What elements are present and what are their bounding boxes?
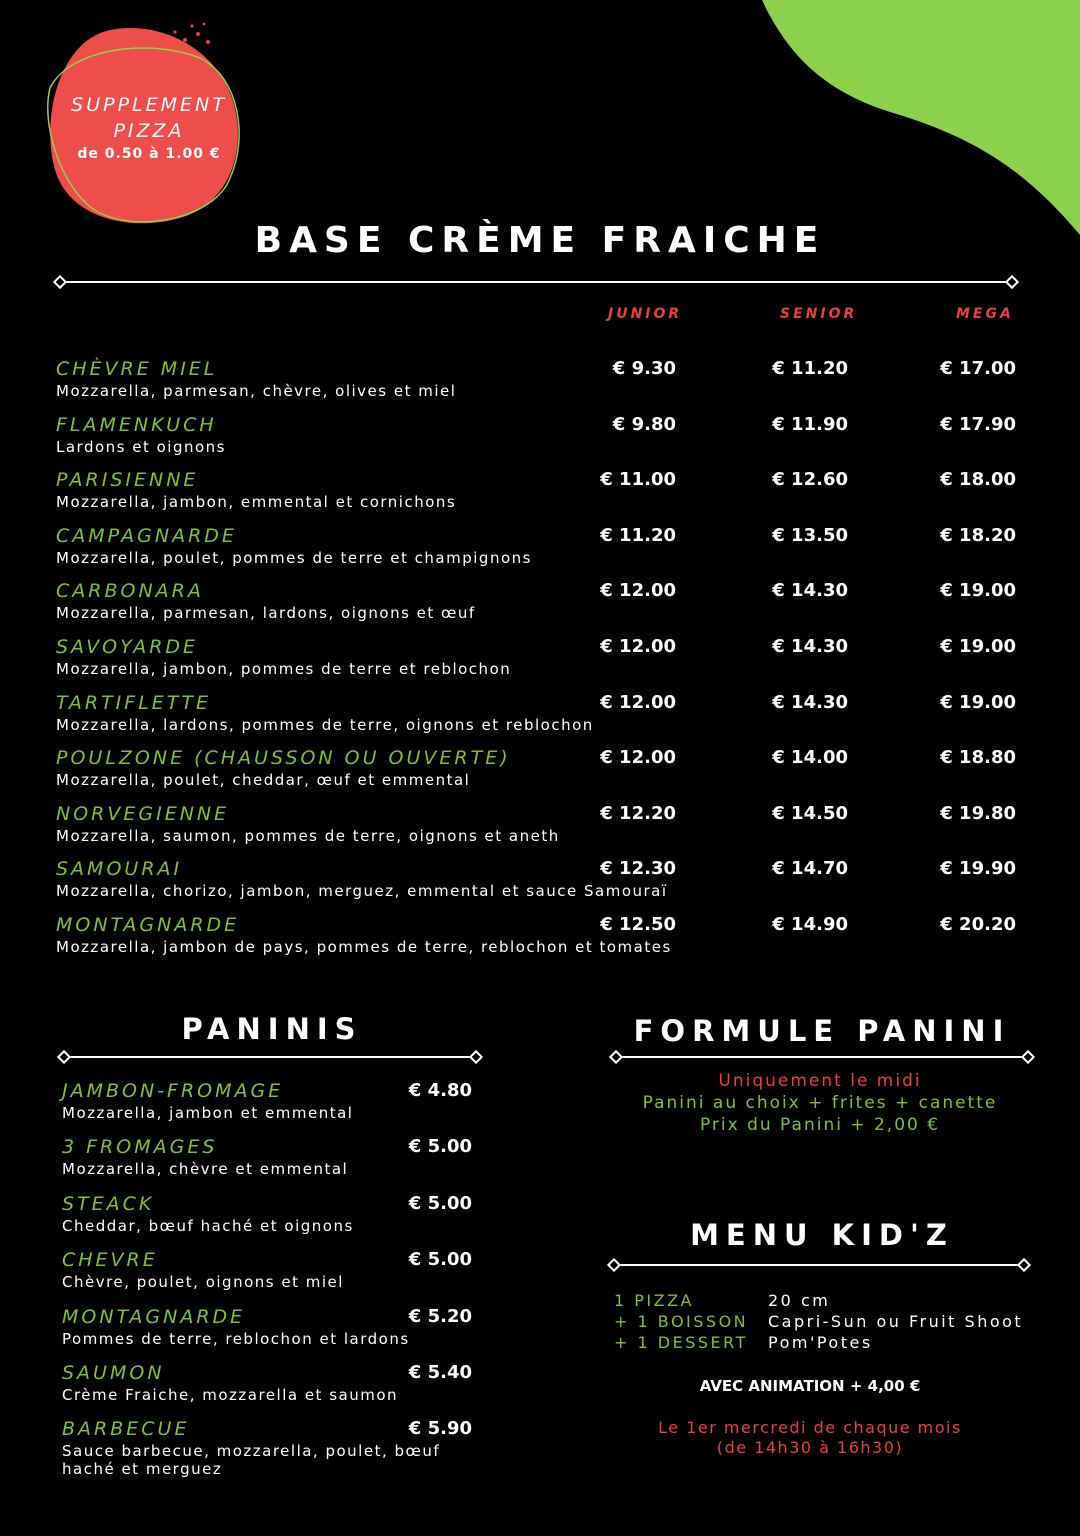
price-junior: € 12.00: [600, 747, 676, 769]
formule-section-title: FORMULE PANINI: [633, 1014, 1011, 1048]
pizza-name: CARBONARA: [56, 580, 204, 603]
pizza-row: [56, 858, 1036, 914]
pizza-description: Mozzarella, saumon, pommes de terre, oignons et aneth: [56, 826, 560, 845]
column-header-junior: JUNIOR: [608, 306, 683, 322]
price-junior: € 12.00: [600, 691, 676, 713]
pizza-row: [56, 636, 1036, 692]
kidz-row-label: + 1 BOISSON: [614, 1312, 749, 1331]
creme-section-title: BASE CRÈME FRAICHE: [254, 220, 826, 261]
panini-description: Mozzarella, jambon et emmental: [62, 1104, 354, 1122]
panini-description: Cheddar, bœuf haché et oignons: [62, 1216, 354, 1235]
column-header-mega: MEGA: [956, 306, 1014, 322]
pizza-name: CHÈVRE MIEL: [56, 358, 218, 380]
panini-row: [62, 1249, 482, 1305]
price-mega: € 19.00: [940, 636, 1016, 657]
panini-description: Mozzarella, chèvre et emmental: [62, 1160, 349, 1179]
panini-price: € 4.80: [408, 1080, 472, 1101]
kidz-row: [614, 1311, 1023, 1332]
kidz-note-line-1: Le 1er mercredi de chaque mois: [658, 1418, 962, 1437]
kidz-row-label: 1 PIZZA: [614, 1291, 694, 1310]
price-senior: € 14.70: [772, 858, 848, 880]
price-junior: € 11.00: [600, 469, 676, 491]
kidz-row-value: 20 cm: [768, 1291, 831, 1310]
formule-divider: [616, 1056, 1028, 1058]
panini-description: Sauce barbecue, mozzarella, poulet, bœuf haché et merguez: [62, 1442, 441, 1479]
pizza-description: Mozzarella, parmesan, chèvre, olives et miel: [56, 382, 457, 400]
price-senior: € 13.50: [772, 524, 848, 546]
pizza-description: Mozzarella, jambon de pays, pommes de terre, reblochon et tomates: [56, 938, 672, 956]
panini-name: STEACK: [62, 1192, 155, 1215]
kidz-divider: [614, 1264, 1024, 1266]
paninis-divider: [64, 1056, 476, 1058]
kidz-animation-price: AVEC ANIMATION + 4,00 €: [699, 1377, 921, 1395]
pizza-name: SAMOURAI: [56, 858, 183, 881]
formule-line-3: Prix du Panini + 2,00 €: [699, 1115, 941, 1135]
pizza-description: Mozzarella, jambon, emmental et cornichons: [56, 493, 457, 512]
formule-details: [610, 1070, 1030, 1136]
panini-row: [62, 1080, 482, 1136]
paninis-section-title: PANINIS: [181, 1012, 363, 1046]
panini-name: 3 FROMAGES: [62, 1136, 218, 1159]
pizza-row: [56, 469, 1036, 525]
price-mega: € 19.00: [940, 691, 1016, 713]
pizza-row: [56, 747, 1036, 803]
pizza-name: NORVEGIENNE: [56, 802, 230, 825]
supplement-badge: [44, 92, 254, 162]
panini-name: BARBECUE: [62, 1418, 190, 1441]
price-senior: € 14.30: [772, 580, 848, 602]
creme-divider: [60, 281, 1012, 283]
kidz-row: [614, 1290, 1023, 1311]
kidz-row-value: Capri-Sun ou Fruit Shoot: [768, 1312, 1024, 1331]
kidz-section-title: MENU KID'Z: [690, 1218, 954, 1252]
price-mega: € 19.80: [940, 802, 1016, 824]
price-mega: € 18.20: [940, 524, 1016, 546]
badge-line-2: PIZZA: [113, 120, 185, 142]
panini-description: Crème Fraiche, mozzarella et saumon: [62, 1386, 399, 1404]
panini-row: [62, 1306, 482, 1362]
price-junior: € 12.00: [600, 636, 676, 657]
price-junior: € 12.00: [600, 580, 676, 602]
pizza-name: PARISIENNE: [56, 469, 199, 492]
price-senior: € 12.60: [772, 469, 848, 491]
price-mega: € 18.80: [940, 747, 1016, 769]
price-junior: € 11.20: [600, 524, 676, 546]
formule-line-1: Uniquement le midi: [718, 1071, 922, 1091]
pizza-row: [56, 525, 1036, 581]
price-senior: € 11.20: [772, 358, 848, 379]
panini-price: € 5.40: [408, 1362, 472, 1383]
pizza-description: Mozzarella, lardons, pommes de terre, oignons et reblochon: [56, 715, 594, 734]
price-mega: € 18.00: [940, 469, 1016, 491]
panini-name: SAUMON: [62, 1362, 165, 1384]
pizza-row: [56, 803, 1036, 859]
price-senior: € 14.30: [772, 636, 848, 657]
pizza-description: Mozzarella, parmesan, lardons, oignons et œuf: [56, 604, 476, 623]
panini-row: [62, 1418, 482, 1479]
pizza-name: CAMPAGNARDE: [56, 524, 237, 547]
pizza-description: Mozzarella, chorizo, jambon, merguez, emmental et sauce Samouraï: [56, 882, 668, 901]
pizza-name: SAVOYARDE: [56, 636, 199, 658]
pizza-row: [56, 914, 1036, 970]
pizza-row: [56, 414, 1036, 470]
price-senior: € 14.30: [772, 691, 848, 713]
panini-row: [62, 1136, 482, 1192]
pizza-description: Lardons et oignons: [56, 437, 226, 456]
price-senior: € 11.90: [772, 413, 848, 435]
price-junior: € 12.20: [600, 802, 676, 824]
panini-price: € 5.00: [408, 1249, 472, 1271]
pizza-row: [56, 692, 1036, 748]
pizza-description: Mozzarella, jambon, pommes de terre et reblochon: [56, 660, 512, 678]
panini-price: € 5.20: [408, 1305, 472, 1327]
panini-row: [62, 1362, 482, 1418]
badge-price-range: de 0.50 à 1.00 €: [77, 146, 221, 162]
price-senior: € 14.50: [772, 802, 848, 824]
pizza-description: Mozzarella, poulet, pommes de terre et champignons: [56, 548, 532, 567]
panini-price: € 5.00: [408, 1136, 472, 1158]
panini-name: JAMBON-FROMAGE: [62, 1080, 284, 1102]
price-junior: € 12.30: [600, 858, 676, 880]
panini-name: MONTAGNARDE: [62, 1305, 246, 1328]
price-junior: € 9.30: [612, 358, 676, 379]
badge-line-1: SUPPLEMENT: [71, 94, 227, 116]
kidz-row-label: + 1 DESSERT: [614, 1333, 748, 1352]
panini-price: € 5.00: [408, 1192, 472, 1214]
column-header-senior: SENIOR: [780, 306, 858, 322]
pizza-name: TARTIFLETTE: [56, 691, 212, 714]
price-junior: € 12.50: [600, 914, 676, 935]
kidz-menu-contents: [614, 1290, 1023, 1353]
price-junior: € 9.80: [612, 413, 676, 435]
pizza-description: Mozzarella, poulet, cheddar, œuf et emmental: [56, 771, 471, 790]
price-mega: € 19.90: [940, 858, 1016, 880]
price-senior: € 14.00: [772, 747, 848, 769]
formule-line-2: Panini au choix + frites + canette: [642, 1093, 998, 1113]
pizza-name: FLAMENKUCH: [56, 413, 217, 436]
price-mega: € 19.00: [940, 580, 1016, 602]
price-mega: € 20.20: [940, 914, 1016, 935]
kidz-note-line-2: (de 14h30 à 16h30): [716, 1438, 904, 1457]
panini-price: € 5.90: [408, 1418, 472, 1440]
price-senior: € 14.90: [772, 914, 848, 935]
panini-description: Pommes de terre, reblochon et lardons: [62, 1329, 410, 1348]
kidz-animation-note: [610, 1418, 1010, 1458]
panini-row: [62, 1193, 482, 1249]
pizza-name: MONTAGNARDE: [56, 914, 240, 936]
kidz-row-value: Pom'Potes: [768, 1333, 873, 1352]
pizza-name: POULZONE (CHAUSSON OU OUVERTE): [56, 747, 511, 770]
panini-description: Chèvre, poulet, oignons et miel: [62, 1273, 344, 1292]
pizza-row: [56, 580, 1036, 636]
panini-name: CHEVRE: [62, 1249, 158, 1272]
kidz-row: [614, 1332, 1023, 1353]
pizza-row: [56, 358, 1036, 414]
price-mega: € 17.00: [940, 358, 1016, 379]
price-mega: € 17.90: [940, 413, 1016, 435]
